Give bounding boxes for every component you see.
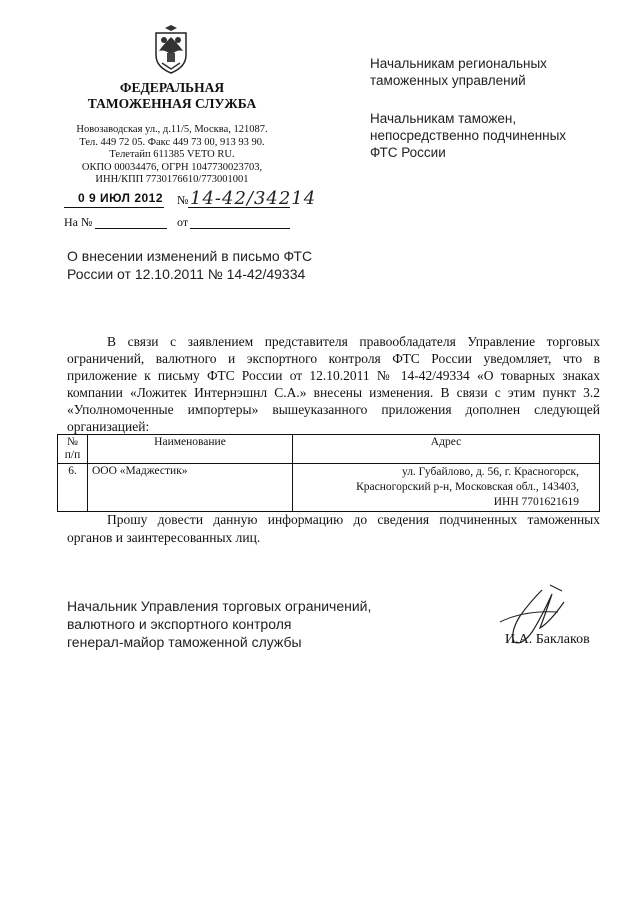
date-underline (64, 207, 164, 208)
organization-name (62, 80, 282, 112)
cell-number: 6. (58, 464, 88, 512)
request-paragraph: Прошу довести данную информацию до сведения подчиненных таможенных органов и заинтересованных лиц. (67, 512, 600, 545)
russian-emblem-icon (150, 25, 192, 75)
header-number: № п/п (58, 435, 88, 464)
org-line-1: ФЕДЕРАЛЬНАЯ (119, 80, 225, 95)
address-line: Новозаводская ул., д.11/5, Москва, 121087. (76, 124, 268, 135)
recipient-line: Начальникам таможен, (370, 111, 517, 126)
address-line: ОКПО 00034476, ОГРН 1047730023703, (81, 161, 263, 173)
document-number: 14-42/34214 (190, 188, 317, 209)
recipient-line: таможенных управлений (370, 73, 526, 88)
title-line: валютного и экспортного контроля (67, 616, 292, 632)
table-row (58, 464, 600, 512)
recipient-line: Начальникам региональных (370, 56, 547, 71)
body-paragraph: В связи с заявлением представителя правообладателя Управление торговых ограничений, валютного и экспортного контроля ФТС России уведомляет, что в приложение к письму ФТС России от 12.10.2011 № 14-42/49334 «О товарных знаках компании «Ложитек Интернэшнл С.А.» внесены изменения. В связи с этим пункт 3.2 «Уполномоченные импортеры» вышеуказанного приложения дополнен следующей организацией: (67, 334, 600, 434)
reference-underline (95, 228, 167, 229)
recipient-block-regional (370, 55, 620, 89)
letter-subject: О внесении изменений в письмо ФТС России от 12.10.2011 № 14-42/49334 (67, 248, 313, 282)
table-header-row (58, 435, 600, 464)
cell-address: ул. Губайлово, д. 56, г. Красногорск, Красногорский р-н, Московская обл., 143403, ИНН 7701621619 (293, 464, 600, 512)
letter-body (67, 333, 600, 435)
signer-name: И.А. Баклаков (505, 632, 590, 647)
recipient-line: непосредственно подчиненных (370, 128, 567, 143)
recipient-block-customs (370, 110, 620, 161)
organization-address (62, 124, 282, 187)
address-line: Телетайп 611385 VETO RU. (109, 149, 235, 160)
cell-name: ООО «Маджестик» (88, 464, 293, 512)
signatory-title (67, 597, 407, 651)
title-line: генерал-майор таможенной службы (67, 634, 302, 650)
date-stamp: 0 9 ИЮЛ 2012 (78, 191, 164, 205)
header-address: Адрес (293, 435, 600, 464)
organizations-table (57, 434, 600, 512)
from-underline (190, 228, 290, 229)
address-line: Тел. 449 72 05. Факс 449 73 00, 913 93 90. (79, 136, 265, 148)
number-underline (188, 207, 290, 208)
org-line-2: ТАМОЖЕННАЯ СЛУЖБА (87, 96, 257, 111)
recipient-line: ФТС России (370, 145, 446, 160)
title-line: Начальник Управления торговых ограничений, (67, 598, 372, 614)
from-label: от (177, 215, 189, 229)
address-line: ИНН/КПП 7730176610/773001001 (95, 174, 249, 185)
number-label: № (177, 193, 189, 207)
header-name: Наименование (88, 435, 293, 464)
reference-label: На № (64, 215, 93, 229)
